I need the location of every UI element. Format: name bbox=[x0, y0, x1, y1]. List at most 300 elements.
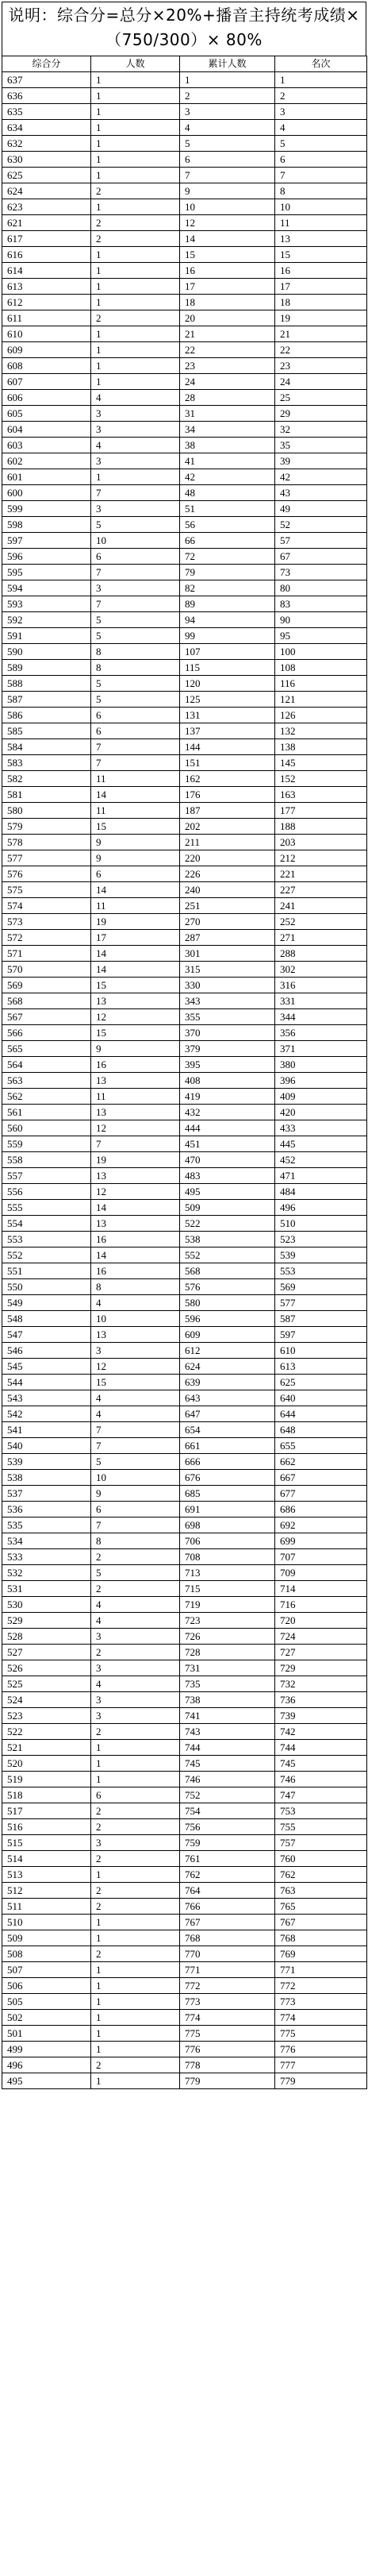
cumulative-cell: 72 bbox=[180, 549, 275, 565]
table-row bbox=[2, 438, 367, 453]
rank-cell: 163 bbox=[275, 787, 367, 803]
table-row bbox=[2, 1581, 367, 1597]
rank-cell: 356 bbox=[275, 1025, 367, 1041]
score-cell: 592 bbox=[2, 612, 91, 628]
cumulative-cell: 770 bbox=[180, 1946, 275, 1962]
count-cell: 19 bbox=[91, 1152, 180, 1168]
score-cell: 607 bbox=[2, 374, 91, 390]
score-cell: 519 bbox=[2, 1772, 91, 1787]
cumulative-cell: 240 bbox=[180, 882, 275, 898]
cumulative-cell: 666 bbox=[180, 1454, 275, 1470]
table-row bbox=[2, 1835, 367, 1851]
score-cell: 585 bbox=[2, 723, 91, 739]
table-row bbox=[2, 390, 367, 406]
score-cell: 510 bbox=[2, 1915, 91, 1930]
score-cell: 637 bbox=[2, 72, 91, 88]
rank-cell: 10 bbox=[275, 199, 367, 215]
rank-cell: 433 bbox=[275, 1120, 367, 1136]
score-cell: 614 bbox=[2, 263, 91, 279]
rank-cell: 510 bbox=[275, 1216, 367, 1232]
score-cell: 544 bbox=[2, 1375, 91, 1390]
score-cell: 575 bbox=[2, 882, 91, 898]
count-cell: 8 bbox=[91, 644, 180, 660]
cumulative-cell: 1 bbox=[180, 72, 275, 88]
score-cell: 635 bbox=[2, 104, 91, 120]
rank-cell: 553 bbox=[275, 1263, 367, 1279]
table-row bbox=[2, 1962, 367, 1978]
count-cell: 8 bbox=[91, 1279, 180, 1295]
table-row bbox=[2, 406, 367, 422]
rank-cell: 5 bbox=[275, 136, 367, 152]
cumulative-cell: 764 bbox=[180, 1883, 275, 1899]
caption: 说明：综合分=总分×20%+播音主持统考成绩×（750/300）× 80% bbox=[2, 2, 366, 56]
score-cell: 591 bbox=[2, 628, 91, 644]
cumulative-cell: 639 bbox=[180, 1375, 275, 1390]
cumulative-cell: 379 bbox=[180, 1041, 275, 1057]
count-cell: 2 bbox=[91, 183, 180, 199]
score-cell: 513 bbox=[2, 1867, 91, 1883]
table-row bbox=[2, 295, 367, 310]
rank-cell: 496 bbox=[275, 1200, 367, 1216]
table-row bbox=[2, 1152, 367, 1168]
score-cell: 528 bbox=[2, 1629, 91, 1645]
cumulative-cell: 685 bbox=[180, 1486, 275, 1502]
rank-cell: 667 bbox=[275, 1470, 367, 1486]
cumulative-cell: 779 bbox=[180, 2073, 275, 2089]
score-cell: 599 bbox=[2, 501, 91, 517]
table-row bbox=[2, 1629, 367, 1645]
cumulative-cell: 538 bbox=[180, 1232, 275, 1248]
count-cell: 1 bbox=[91, 279, 180, 295]
score-cell: 632 bbox=[2, 136, 91, 152]
count-cell: 2 bbox=[91, 231, 180, 247]
table-row bbox=[2, 1724, 367, 1740]
score-cell: 552 bbox=[2, 1248, 91, 1263]
table-row bbox=[2, 1343, 367, 1359]
count-cell: 6 bbox=[91, 866, 180, 882]
cumulative-cell: 355 bbox=[180, 1009, 275, 1025]
table-row bbox=[2, 183, 367, 199]
cumulative-cell: 395 bbox=[180, 1057, 275, 1073]
score-cell: 630 bbox=[2, 152, 91, 168]
rank-cell: 331 bbox=[275, 993, 367, 1009]
rank-cell: 95 bbox=[275, 628, 367, 644]
cumulative-cell: 698 bbox=[180, 1517, 275, 1533]
score-cell: 515 bbox=[2, 1835, 91, 1851]
rank-cell: 25 bbox=[275, 390, 367, 406]
count-cell: 2 bbox=[91, 1581, 180, 1597]
rank-cell: 188 bbox=[275, 819, 367, 835]
rank-cell: 677 bbox=[275, 1486, 367, 1502]
rank-cell: 126 bbox=[275, 708, 367, 723]
rank-cell: 13 bbox=[275, 231, 367, 247]
count-cell: 2 bbox=[91, 1645, 180, 1660]
count-cell: 10 bbox=[91, 1470, 180, 1486]
count-cell: 2 bbox=[91, 1819, 180, 1835]
score-cell: 589 bbox=[2, 660, 91, 676]
table-row bbox=[2, 1486, 367, 1502]
count-cell: 10 bbox=[91, 1311, 180, 1327]
rank-cell: 539 bbox=[275, 1248, 367, 1263]
count-cell: 9 bbox=[91, 850, 180, 866]
rank-cell: 15 bbox=[275, 247, 367, 263]
table-row bbox=[2, 723, 367, 739]
cumulative-cell: 21 bbox=[180, 326, 275, 342]
count-cell: 1 bbox=[91, 1994, 180, 2010]
count-cell: 5 bbox=[91, 692, 180, 708]
score-cell: 582 bbox=[2, 771, 91, 787]
rank-cell: 29 bbox=[275, 406, 367, 422]
score-cell: 540 bbox=[2, 1438, 91, 1454]
cumulative-cell: 89 bbox=[180, 596, 275, 612]
rank-cell: 775 bbox=[275, 2026, 367, 2042]
cumulative-cell: 568 bbox=[180, 1263, 275, 1279]
count-cell: 4 bbox=[91, 1390, 180, 1406]
table-row bbox=[2, 1375, 367, 1390]
cumulative-cell: 226 bbox=[180, 866, 275, 882]
score-cell: 574 bbox=[2, 898, 91, 914]
cumulative-cell: 708 bbox=[180, 1549, 275, 1565]
rank-cell: 772 bbox=[275, 1978, 367, 1994]
score-cell: 495 bbox=[2, 2073, 91, 2089]
table-row bbox=[2, 803, 367, 819]
table-row bbox=[2, 2042, 367, 2057]
cumulative-cell: 151 bbox=[180, 755, 275, 771]
count-cell: 7 bbox=[91, 1438, 180, 1454]
count-cell: 1 bbox=[91, 1867, 180, 1883]
count-cell: 7 bbox=[91, 565, 180, 580]
table-row bbox=[2, 1311, 367, 1327]
rank-cell: 569 bbox=[275, 1279, 367, 1295]
rank-cell: 371 bbox=[275, 1041, 367, 1057]
score-cell: 550 bbox=[2, 1279, 91, 1295]
score-cell: 543 bbox=[2, 1390, 91, 1406]
cumulative-cell: 495 bbox=[180, 1184, 275, 1200]
table-row bbox=[2, 1692, 367, 1708]
score-cell: 531 bbox=[2, 1581, 91, 1597]
table-row bbox=[2, 1327, 367, 1343]
cumulative-cell: 609 bbox=[180, 1327, 275, 1343]
rank-cell: 7 bbox=[275, 168, 367, 183]
rank-cell: 736 bbox=[275, 1692, 367, 1708]
rank-cell: 35 bbox=[275, 438, 367, 453]
cumulative-cell: 301 bbox=[180, 946, 275, 962]
table-row bbox=[2, 1565, 367, 1581]
cumulative-cell: 596 bbox=[180, 1311, 275, 1327]
count-cell: 3 bbox=[91, 453, 180, 469]
score-cell: 509 bbox=[2, 1930, 91, 1946]
score-cell: 616 bbox=[2, 247, 91, 263]
count-cell: 3 bbox=[91, 1708, 180, 1724]
cumulative-cell: 647 bbox=[180, 1406, 275, 1422]
cumulative-cell: 706 bbox=[180, 1533, 275, 1549]
score-cell: 576 bbox=[2, 866, 91, 882]
table-row bbox=[2, 708, 367, 723]
rank-cell: 757 bbox=[275, 1835, 367, 1851]
cumulative-cell: 738 bbox=[180, 1692, 275, 1708]
table-row bbox=[2, 120, 367, 136]
rank-cell: 100 bbox=[275, 644, 367, 660]
cumulative-cell: 131 bbox=[180, 708, 275, 723]
count-cell: 4 bbox=[91, 390, 180, 406]
rank-cell: 445 bbox=[275, 1136, 367, 1152]
count-cell: 11 bbox=[91, 803, 180, 819]
count-cell: 1 bbox=[91, 1915, 180, 1930]
score-cell: 603 bbox=[2, 438, 91, 453]
rank-cell: 625 bbox=[275, 1375, 367, 1390]
table-row bbox=[2, 1772, 367, 1787]
count-cell: 4 bbox=[91, 1613, 180, 1629]
table-row bbox=[2, 930, 367, 946]
score-cell: 527 bbox=[2, 1645, 91, 1660]
table-row bbox=[2, 1041, 367, 1057]
score-cell: 511 bbox=[2, 1899, 91, 1915]
count-cell: 1 bbox=[91, 72, 180, 88]
score-cell: 541 bbox=[2, 1422, 91, 1438]
score-cell: 611 bbox=[2, 310, 91, 326]
table-row bbox=[2, 1168, 367, 1184]
rank-cell: 773 bbox=[275, 1994, 367, 2010]
cumulative-cell: 28 bbox=[180, 390, 275, 406]
score-cell: 580 bbox=[2, 803, 91, 819]
cumulative-cell: 115 bbox=[180, 660, 275, 676]
count-cell: 1 bbox=[91, 326, 180, 342]
score-cell: 594 bbox=[2, 580, 91, 596]
rank-cell: 523 bbox=[275, 1232, 367, 1248]
table-row bbox=[2, 549, 367, 565]
rank-cell: 755 bbox=[275, 1819, 367, 1835]
rank-cell: 744 bbox=[275, 1740, 367, 1756]
table-row bbox=[2, 136, 367, 152]
score-cell: 560 bbox=[2, 1120, 91, 1136]
count-cell: 6 bbox=[91, 1502, 180, 1517]
score-cell: 617 bbox=[2, 231, 91, 247]
cumulative-cell: 715 bbox=[180, 1581, 275, 1597]
count-cell: 13 bbox=[91, 1216, 180, 1232]
count-cell: 1 bbox=[91, 342, 180, 358]
count-cell: 2 bbox=[91, 310, 180, 326]
count-cell: 1 bbox=[91, 199, 180, 215]
count-cell: 15 bbox=[91, 1025, 180, 1041]
score-cell: 518 bbox=[2, 1787, 91, 1803]
cumulative-cell: 22 bbox=[180, 342, 275, 358]
table-row bbox=[2, 1994, 367, 2010]
rank-cell: 32 bbox=[275, 422, 367, 438]
count-cell: 1 bbox=[91, 1740, 180, 1756]
cumulative-cell: 125 bbox=[180, 692, 275, 708]
table-row bbox=[2, 676, 367, 692]
cumulative-cell: 162 bbox=[180, 771, 275, 787]
rank-cell: 742 bbox=[275, 1724, 367, 1740]
cumulative-cell: 7 bbox=[180, 168, 275, 183]
score-cell: 508 bbox=[2, 1946, 91, 1962]
table-row bbox=[2, 1787, 367, 1803]
cumulative-cell: 24 bbox=[180, 374, 275, 390]
cumulative-cell: 12 bbox=[180, 215, 275, 231]
count-cell: 1 bbox=[91, 295, 180, 310]
rank-cell: 302 bbox=[275, 962, 367, 978]
cumulative-cell: 107 bbox=[180, 644, 275, 660]
rank-cell: 396 bbox=[275, 1073, 367, 1089]
count-cell: 1 bbox=[91, 104, 180, 120]
count-cell: 5 bbox=[91, 1454, 180, 1470]
count-cell: 1 bbox=[91, 88, 180, 104]
score-cell: 604 bbox=[2, 422, 91, 438]
score-cell: 499 bbox=[2, 2042, 91, 2057]
table-row bbox=[2, 946, 367, 962]
count-cell: 12 bbox=[91, 1009, 180, 1025]
cumulative-cell: 3 bbox=[180, 104, 275, 120]
score-cell: 597 bbox=[2, 533, 91, 549]
count-cell: 7 bbox=[91, 1422, 180, 1438]
count-cell: 5 bbox=[91, 612, 180, 628]
count-cell: 5 bbox=[91, 628, 180, 644]
rank-cell: 655 bbox=[275, 1438, 367, 1454]
count-cell: 13 bbox=[91, 1168, 180, 1184]
table-row bbox=[2, 168, 367, 183]
count-cell: 2 bbox=[91, 1803, 180, 1819]
rank-cell: 241 bbox=[275, 898, 367, 914]
rank-cell: 4 bbox=[275, 120, 367, 136]
cumulative-cell: 754 bbox=[180, 1803, 275, 1819]
count-cell: 1 bbox=[91, 152, 180, 168]
count-cell: 2 bbox=[91, 1946, 180, 1962]
cumulative-cell: 5 bbox=[180, 136, 275, 152]
rank-cell: 577 bbox=[275, 1295, 367, 1311]
score-cell: 609 bbox=[2, 342, 91, 358]
cumulative-cell: 752 bbox=[180, 1787, 275, 1803]
score-cell: 610 bbox=[2, 326, 91, 342]
table-row bbox=[2, 104, 367, 120]
rank-cell: 409 bbox=[275, 1089, 367, 1105]
score-cell: 520 bbox=[2, 1756, 91, 1772]
rank-cell: 732 bbox=[275, 1676, 367, 1692]
score-cell: 523 bbox=[2, 1708, 91, 1724]
score-cell: 556 bbox=[2, 1184, 91, 1200]
rank-cell: 288 bbox=[275, 946, 367, 962]
table-body bbox=[2, 72, 367, 2089]
table-row bbox=[2, 422, 367, 438]
table-row bbox=[2, 819, 367, 835]
score-cell: 634 bbox=[2, 120, 91, 136]
count-cell: 17 bbox=[91, 930, 180, 946]
table-row bbox=[2, 1073, 367, 1089]
score-cell: 554 bbox=[2, 1216, 91, 1232]
rank-cell: 3 bbox=[275, 104, 367, 120]
count-cell: 3 bbox=[91, 1835, 180, 1851]
score-cell: 545 bbox=[2, 1359, 91, 1375]
rank-cell: 771 bbox=[275, 1962, 367, 1978]
score-cell: 613 bbox=[2, 279, 91, 295]
rank-cell: 720 bbox=[275, 1613, 367, 1629]
count-cell: 8 bbox=[91, 660, 180, 676]
cumulative-cell: 23 bbox=[180, 358, 275, 374]
score-cell: 525 bbox=[2, 1676, 91, 1692]
cumulative-cell: 270 bbox=[180, 914, 275, 930]
rank-cell: 769 bbox=[275, 1946, 367, 1962]
rank-cell: 714 bbox=[275, 1581, 367, 1597]
rank-cell: 484 bbox=[275, 1184, 367, 1200]
table-row bbox=[2, 342, 367, 358]
table-row bbox=[2, 1438, 367, 1454]
cumulative-cell: 251 bbox=[180, 898, 275, 914]
cumulative-cell: 20 bbox=[180, 310, 275, 326]
cumulative-cell: 16 bbox=[180, 263, 275, 279]
table-row bbox=[2, 1248, 367, 1263]
table-row bbox=[2, 1502, 367, 1517]
table-row bbox=[2, 1645, 367, 1660]
table-row bbox=[2, 1216, 367, 1232]
score-cell: 533 bbox=[2, 1549, 91, 1565]
table-row bbox=[2, 1978, 367, 1994]
table-row bbox=[2, 1883, 367, 1899]
rank-cell: 116 bbox=[275, 676, 367, 692]
rank-cell: 613 bbox=[275, 1359, 367, 1375]
score-cell: 521 bbox=[2, 1740, 91, 1756]
table-row bbox=[2, 628, 367, 644]
count-cell: 12 bbox=[91, 1184, 180, 1200]
rank-cell: 121 bbox=[275, 692, 367, 708]
table-row bbox=[2, 692, 367, 708]
cumulative-cell: 766 bbox=[180, 1899, 275, 1915]
score-cell: 570 bbox=[2, 962, 91, 978]
cumulative-cell: 728 bbox=[180, 1645, 275, 1660]
score-cell: 565 bbox=[2, 1041, 91, 1057]
count-cell: 7 bbox=[91, 1136, 180, 1152]
rank-cell: 420 bbox=[275, 1105, 367, 1120]
count-cell: 6 bbox=[91, 549, 180, 565]
rank-cell: 380 bbox=[275, 1057, 367, 1073]
table-row bbox=[2, 1120, 367, 1136]
table-row bbox=[2, 1899, 367, 1915]
score-cell: 526 bbox=[2, 1660, 91, 1676]
rank-cell: 19 bbox=[275, 310, 367, 326]
count-cell: 14 bbox=[91, 1248, 180, 1263]
table-row bbox=[2, 1279, 367, 1295]
table-row bbox=[2, 1422, 367, 1438]
count-cell: 5 bbox=[91, 1565, 180, 1581]
rank-cell: 39 bbox=[275, 453, 367, 469]
score-cell: 598 bbox=[2, 517, 91, 533]
table-row bbox=[2, 2010, 367, 2026]
rank-cell: 108 bbox=[275, 660, 367, 676]
header-row bbox=[2, 56, 367, 72]
rank-cell: 23 bbox=[275, 358, 367, 374]
cumulative-cell: 444 bbox=[180, 1120, 275, 1136]
cumulative-cell: 343 bbox=[180, 993, 275, 1009]
cumulative-cell: 762 bbox=[180, 1867, 275, 1883]
cumulative-cell: 483 bbox=[180, 1168, 275, 1184]
table-row bbox=[2, 644, 367, 660]
count-cell: 13 bbox=[91, 1073, 180, 1089]
table-row bbox=[2, 1359, 367, 1375]
cumulative-cell: 624 bbox=[180, 1359, 275, 1375]
table-row bbox=[2, 1803, 367, 1819]
count-cell: 7 bbox=[91, 1517, 180, 1533]
count-cell: 3 bbox=[91, 1692, 180, 1708]
table-row bbox=[2, 898, 367, 914]
cumulative-cell: 741 bbox=[180, 1708, 275, 1724]
cumulative-cell: 661 bbox=[180, 1438, 275, 1454]
table-row bbox=[2, 1232, 367, 1248]
rank-cell: 16 bbox=[275, 263, 367, 279]
table-row bbox=[2, 501, 367, 517]
score-cell: 522 bbox=[2, 1724, 91, 1740]
count-cell: 9 bbox=[91, 1486, 180, 1502]
score-cell: 512 bbox=[2, 1883, 91, 1899]
rank-cell: 227 bbox=[275, 882, 367, 898]
table-row bbox=[2, 533, 367, 549]
